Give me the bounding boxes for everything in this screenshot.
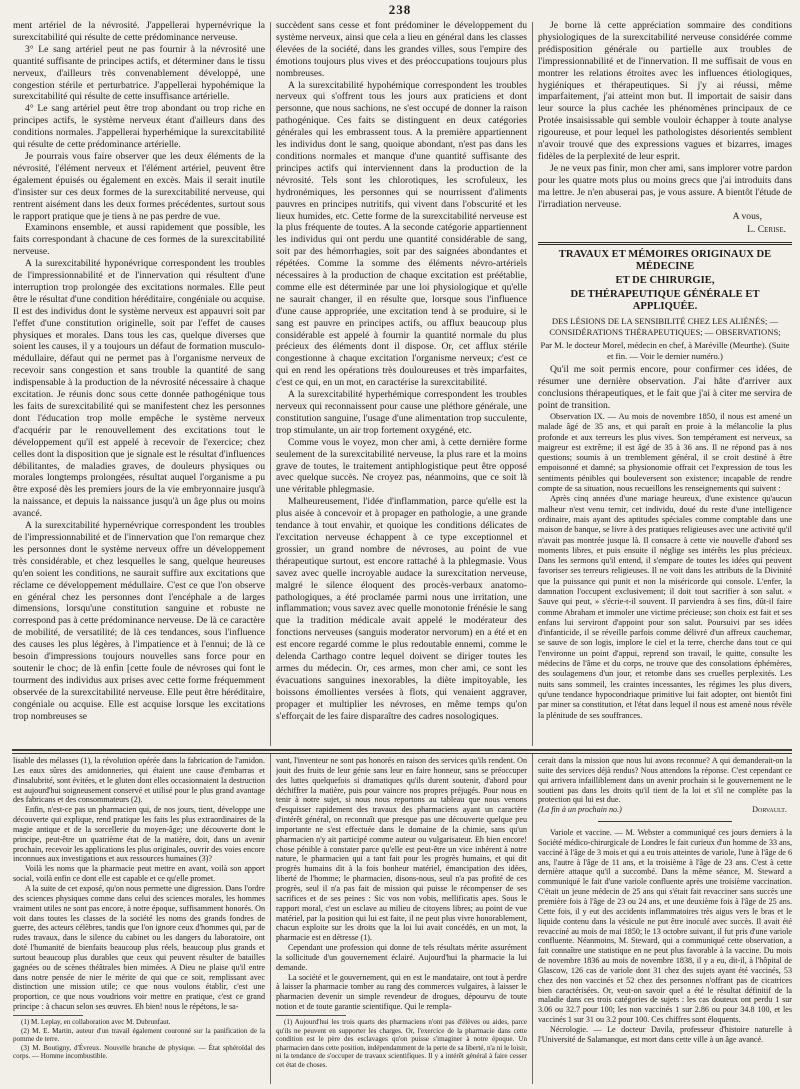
- byline: Par M. le docteur Morel, médecin en chef, à Maréville (Meurthe). (Suite et fin. — Voir le dernier numéro.): [540, 340, 790, 361]
- paragraph: A la surexcitabilité hypernévrique correspondent les troubles de l'impressionnabilité et de l'innervation que l'on remarque chez les personnes dont le système nerveux offre un développement très considérable, et chez lesquelles le sang, quelque heureuses qu'en soient les conditions, ne saurait suffire aux excitations que réclame ce développement médullaire. C'est ce que l'on observe en général chez les personnes dont l'encéphale a de larges dimensions, lorsqu'une constitution sanguine et robuste ne correspond pas à cette prédominance nerveuse. De là ce caractère de mobilité, de versatilité; de là ces tendances, sous l'influence des causes les plus légères, à l'impatience et à l'ennui; de là ce besoin d'impressions toujours nouvelles sans force pour en soutenir le choc; de là enfin [cette foule de névroses qui font le tourment des individus aux prises avec cette forme fréquemment observée de la surexcitabilité nerveuse. Elle peut être héréditaire, congéniale ou acquise. Elle est acquise lorsque les excitations trop nombreuses se: [13, 520, 265, 722]
- paragraph: Je ne veux pas finir, mon cher ami, sans implorer votre pardon pour les quatre mots plus ou moins grecs que j'ai introduits dans ma lettre. Je n'en abuserai pas, je vous assure. A bientôt l'étude de l'irradiation nerveuse.: [538, 162, 792, 210]
- footnotes: [276, 1018, 527, 1070]
- column-rule: [532, 754, 533, 1084]
- paragraph: A la surexcitabilité hypohémique correspondent les troubles nerveux qui s'offrent tous les jours aux praticiens et dont personne, que nous sachions, ne s'est occupé de donner la raison pathogénique. Ces faits se distinguent en deux catégories générales qui les embrassent tous. A la première appartiennent les individus dont le sang, quoique abondant, n'est pas dans les conditions normales et manque d'une quantité suffisante des principes actifs qui interviennent dans la production de la névrosité. Tels sont les chlorotiques, les scrofuleux, les hydronémiques, les personnes qui se nourrissent d'aliments pauvres en principes nutritifs, qui vivent dans l'obscurité et les lieux humides, etc. Cette forme de la surexcitabilité nerveuse est la plus fréquente de toutes. A la seconde catégorie appartiennent les individus qui ont perdu une quantité considérable de sang, soit par des hémorrhagies, soit par des saignées abondantes et répétées. Comme la somme des éléments névro-artériels nécessaires à la production de chaque excitation est préétablie, comme elle est déterminée par une loi physiologique et qu'elle ne saurait changer, il en résulte que, lorsque sous l'influence d'une cause appropriée, une excitation tend à se produire, si le sang est pauvre en principes actifs, ou afflux beaucoup plus considérable est appelé à fournir la quantité normale du plus précieux des éléments dont il dispose. Or, cet afflux stérile congestionne à chaque excitation l'organisme nerveux; c'est ce qui en rend les opérations très douloureuses et très imparfaites, c'est ce qui, en un mot, en caractérise la surexcitabilité.: [276, 79, 527, 389]
- paragraph: ment artériel de la névrosité. J'appellerai hypernévrique la surexcitabilité qui résulte de cette prédominance nerveuse.: [13, 20, 265, 43]
- paragraph: A la surexcitabilité hyponévrique correspondent les troubles de l'impressionnabilité et de l'innervation qui résultent d'une interruption trop prolongée des excitations normales. Elle peut être le résultat d'une condition héréditaire, congéniale ou acquise. Il est des individus dont le système nerveux est appauvri soit par l'effet d'une constitution originelle, soit par l'effet de causes physiques et morales. Dans tous les cas, quelque diverses que soient les causes, il y a toujours un défaut de formation musculo-médullaire, défaut qui ne permet pas à l'organisme nerveux de recevoir sans congestion et sans trouble la quantité de sang indispensable à la production de la névrosité nécessaire à chaque excitation. Je réunis donc sous cette donnée pathogénique tous les faits de surexcitabilité qui se manifestent chez les personnes dont l'éducation trop molle empêche le système nerveux d'acquérir par le renouvellement des excitations tout le développement qu'il est appelé à recevoir de l'exercice; chez celles dont la disposition que je signale est le résultat d'influences débilitantes, de maladies graves, de douleurs physiques ou morales longtemps prolongées, résultat auquel l'organisme a pu être exposé dès les premiers jours de la vie embryonnaire jusqu'à la naissance, et depuis la naissance jusqu'à un âge plus ou moins avancé.: [13, 258, 265, 520]
- section-title: TRAVAUX ET MÉMOIRES ORIGINAUX DE MÉDECINE: [558, 249, 772, 273]
- signature: L. Cerise.: [747, 224, 786, 236]
- footnote-rule: [276, 1015, 346, 1016]
- top-column-3: [538, 20, 792, 746]
- bottom-column-1: [13, 756, 265, 1086]
- horizontal-rule: [12, 753, 792, 754]
- paragraph: Qu'il me soit permis encore, pour confirmer ces idées, de résumer une dernière observation. J'ai hâte d'arriver aux conclusions thérapeutiques, et le fait que j'ai à citer me servira de point de transition.: [538, 364, 792, 412]
- author-signature: Dorvault.: [752, 805, 787, 815]
- paragraph: Nécrologie. — Le docteur Davila, professeur d'histoire naturelle à l'Université de Salamanque, est mort dans cette ville à un âge avancé.: [538, 1024, 792, 1044]
- salutation: A vous,: [732, 210, 762, 222]
- paragraph: Voilà les noms que la pharmacie peut mettre en avant, voilà son apport social, voilà enfin ce dont elle est capable et ce qu'elle promet.: [13, 864, 265, 884]
- paragraph: Malheureusement, l'idée d'inflammation, parce qu'elle est la plus aisée à concevoir et à propager en pathologie, a une grande tendance à tout envahir, et quoique les conditions délicates de l'excitation nerveuse échappent à ce type exceptionnel et grossier, un grand nombre de névroses, au point de vue thérapeutique surtout, est encore rattaché à la phlegmasie. Vous savez avec quelle incroyable audace la surexcitation nerveuse, malgré le silence éloquent des procès-verbaux anatomo-pathologiques, a été proclamée parmi nous une irritation, une inflammation; vous savez avec quelle monotonie frénésie le sang que la tradition médicale avait appelé le modérateur des fonctions nerveuses (sanguis moderator nervorum) en a été et en est encore regardé comme le plus redoutable ennemi, comme le delenda Carthago contre lequel doivent se diriger toutes les armes du médecin. Or, ces armes, mon cher ami, ce sont les évacuations sanguines inexorables, la diète impitoyable, les boissons émollientes versées à flots, qui venaient aggraver, propager et multiplier les névroses, en même temps qu'on s'efforçait de les faire disparaître des cadres nosologiques.: [276, 496, 527, 722]
- paragraph: A la suite de cet exposé, qu'on nous permette une digression. Dans l'ordre des sciences physiques comme dans celui des sciences morales, les hommes vraiment utiles ne sont pas encore, à notre époque, suffisamment honorés. On voit dans toutes les classes de la société les noms des grands fondres de guerre, des acteurs célèbres, tandis que l'on ignore ceux d'hommes qui, par de rudes travaux, dans le silence du cabinet ou les dangers du laboratoire, ont doté l'humanité de bienfaits beaucoup plus réels, beaucoup plus grands et surtout beaucoup plus durables que ceux qui peuvent résulter de batailles gagnées ou de scènes théâtrales bien mimées. A Dieu ne plaise qu'il entre dans notre pensée de nier le mérite de qui que ce soit, remplissant avec distinction une mission utile; ce que nous voulons établir, c'est une proportion, ce que nous voudrions voir mettre en pratique, c'est ce grand principe : à chacun selon ses œuvres. Eh bien! nous le répétons, le sa-: [13, 883, 265, 1012]
- paragraph: Observation IX. — Au mois de novembre 1850, il nous est amené un malade âgé de 35 ans, et qui paraît en proie à la mélancolie la plus profonde et aux terreurs les plus vives. Son tempérament est nerveux, sa maigreur est extrême; il est âgé de 35 à 36 ans. Il ne répond pas à nos questions; soumis à un tremblement général, il se croit destiné à être empoisonné et damné; sa physionomie offrait cet l'expression de tous les sentiments pénibles qui bouleversent son existence; incapable de rendre compte de sa situation, nous recueillons les renseignements qui suivent :: [538, 411, 792, 494]
- paragraph: Variole et vaccine. — M. Webster a communiqué ces jours derniers à la Société médico-chirurgicale de Londres le fait curieux d'un homme de 33 ans, vacciné à l'âge de 3 mois et qui a eu trois atteintes de variole, l'une à l'âge de 6 ans, l'autre à l'âge de 11 ans, et la troisième à l'âge de 23 ans. C'est à cette dernière attaque qu'il a succombé. Dans la même séance, M. Steward a communiqué le fait d'une variole confluente après une troisième vaccination. C'était un jeune médecin de 25 ans qui s'était fait revacciner sans succès une première fois à l'âge de 23 ou 24 ans, et une deuxième fois à l'âge de 25 ans. Cette fois, il y eut des accidents inflammatoires très aigus vers le bras et le liquide contenu dans la vésicule ne put être inoculé avec succès. Il avait été revacciné au mois de mai 1850; le 13 octobre suivant, il fut pris d'une variole confluente. Néanmoins, M. Steward, qui a communiqué cette observation, a fait connaître une statistique en ne peut plus favorable à la vaccine. Du mois de novembre 1836 au mois de novembre 1838, il y a eu, dit-il, à l'hôpital de Glascow, 126 cas de variole dont 31 chez des sujets ayant été vaccinés, 53 chez des non vaccinés et 52 chez des personnes n'offrant pas de cicatrices bien caractérisées. Or, veut-on savoir quel a été le résultat définitif de la maladie dans ces trois catégories de sujets : les cas douteux ont perdu 1 sur 3.06 ou 32.7 pour 100; les non vaccinés 1 sur 2.86 ou pour 34.8 100, et les vaccinés 1 sur 31 ou 3.2 pour 100. Ces chiffres sont éloquents.: [538, 828, 792, 1025]
- paragraph: 3° Le sang artériel peut ne pas fournir à la névrosité une quantité suffisante de principes actifs, et déterminer dans le tissu nerveux, d'ailleurs très convenablement développé, une congestion stérile et perturbatrice. J'appellerai hypohémique la surexcitabilité qui résulte de cette insuffisance artérielle.: [13, 43, 265, 103]
- paragraph: succèdent sans cesse et font prédominer le développement du système nerveux, ainsi que cela a lieu en général dans les classes élevées de la société, dans les grandes villes, sous l'empire des émotions toujours plus vives et des préoccupations toujours plus nombreuses.: [276, 20, 527, 79]
- paragraph: vant, l'inventeur ne sont pas honorés en raison des services qu'ils rendent. On jouit des fruits de leur génie sans leur en faire honneur, sans se préoccuper des luttes quelquefois si dramatiques qu'ils durent soutenir, d'abord pour déchiffrer la matière, puis pour vaincre nos propres préjugés. Pour nous en tenir à notre sujet, si nous nous reportons au tableau que nous venons d'esquisser rapidement des travaux des pharmaciens ayant un caractère d'intérêt général, on reconnaît que presque pas une découverte quelque peu importante ne s'est effectuée dans le domaine de la chimie, sans qu'un pharmacien n'y ait participé comme auteur ou vulgarisateur. Eh bien encore! chose pénible à constater parce qu'elle est peut-être un vice inhérent à notre nature, le pharmacien qui a tant fait pour les progrès humains, et qui dit progrès humains dit à la fois bonheur matériel, émancipation des idées, liberté de l'homme; le pharmacien, disons-nous, seul n'a pas profité de ces progrès, seul il n'a pas fait de mission qui puisse le récompenser de ses sacrifices et de ses peines : Sic vos non vobis, mellificatis apes. Sous le rapport moral, c'est un esclave au milieu de citoyens libres; au point de vue matériel, par la position qui lui est faite, il ne peut plus vivre honorablement, chacun exploite sur les droits que la loi lui avait concédés, en un mot, la pharmacie est en détresse (1).: [276, 756, 527, 943]
- horizontal-rule: [12, 749, 792, 751]
- column-rule: [270, 22, 271, 746]
- footnote: (1) M. Leplay, en collaboration avec M. Dubrunfaut.: [21, 1017, 171, 1026]
- paragraph: Je pourrais vous faire observer que les deux éléments de la névrosité, l'élément nerveux et l'élément artériel, peuvent être également épuisés ou également en excès. Mais il serait inutile d'insister sur ces deux formes de la surexcitabilité nerveuse, qui rentrent aisément dans les deux formes précédentes, surtout sous le rapport pratique que je tiens à ne pas perdre de vue.: [13, 150, 265, 222]
- paragraph: Cependant une profession qui donne de tels résultats mérite assurément la sollicitude d'un gouvernement éclairé. Aujourd'hui la pharmacie la lui demande.: [276, 943, 527, 972]
- paragraph: Je borne là cette appréciation sommaire des conditions physiologiques de la surexcitabilité nerveuse considérée comme prédisposition générale ou partielle aux troubles de l'impressionnabilité et de l'innervation. Il me suffisait de vous en montrer les relations étroites avec les influences étiologiques, hygiéniques et thérapeutiques. Si j'y ai réussi, même imparfaitement, j'ai atteint mon but. Il importait de saisir dans leur source la plus cachée les phénomènes principaux de ce Protée insaisissable qui semble vouloir échapper à toute analyse rigoureuse, et pour lequel les pathologistes désorientés semblent n'avoir trouvé que des expressions vagues et bizarres, images fidèles de la perplexité de leur esprit.: [538, 20, 792, 162]
- section-divider: [538, 242, 792, 245]
- paragraph: A la surexcitabilité hyperhémique correspondent les troubles nerveux qui reconnaissent pour cause une pléthore générale, une constitution sanguine, l'usage d'une alimentation trop succulente, trop stimulante, un air trop fortement oxygéné, etc.: [276, 389, 527, 436]
- top-column-2: [276, 20, 527, 746]
- paragraph: 4° Le sang artériel peut être trop abondant ou trop riche en principes actifs, le système nerveux étant d'ailleurs dans des conditions normales. J'appellerai hyperhémique la surexcitabilité qui résulte de cette prédominance artérielle.: [13, 103, 265, 151]
- footnote-rule: [13, 1015, 83, 1016]
- separator-ornament: [538, 818, 792, 825]
- column-rule: [270, 754, 271, 1084]
- paragraph: Comme vous le voyez, mon cher ami, à cette dernière forme seulement de la surexcitabilité nerveuse, la plus rare et la moins grave de toutes, le traitement antiphlogistique peut être opposé avec quelque succès. Ne croyez pas, néanmoins, que ce soit là une véritable phlegmasie.: [276, 436, 527, 496]
- section-title: ET DE CHIRURGIE,: [615, 275, 715, 287]
- footnotes: [13, 1018, 265, 1061]
- page-number: 238: [388, 2, 412, 17]
- top-column-1: [13, 20, 265, 746]
- paragraph: lisable des mélasses (1), la révolution opérée dans la fabrication de l'amidon. Les eaux sûres des amidonneries, qui étaient une cause d'embarras et d'insalubrité, sont évitées, et le gluten dont elles occasionnaient la destruction est aujourd'hui soigneusement conservé et utilisé pour le plus grand avantage des fabricans et des consommateurs (2).: [13, 756, 265, 805]
- paragraph: Enfin, n'est-ce pas un pharmacien qui, de nos jours, tient, développe une découverte qui explique, rend pratique les faits les plus extraordinaires de la magie antique et de la sorcellerie du moyen-âge; une découverte dont le principe, peut-être un quatrième état de la matière, doit, dans un avenir prochain, recevoir les applications les plus originales, ouvrir des voies encore inconnues aux investigations et aux ressources humaines (3)?: [13, 805, 265, 864]
- paragraph: Examinons ensemble, et aussi rapidement que possible, les faits correspondant à chacune de ces formes de la surexcitabilité nerveuse.: [13, 222, 265, 258]
- section-title: DE THÉRAPEUTIQUE GÉNÉRALE ET APPLIQUÉE.: [570, 289, 760, 313]
- paragraph: Après cinq années d'une mariage heureux, d'une existence qu'aucun malheur n'est venu ternir, cet individu, doué du reste d'une intelligence ordinaire, mais ayant des aptitudes spéciales comme comptable dans une maison de banque, se livre à des pratiques religieuses avec une activité qu'il n'avait pas montrée jusque là. Il consacre à cette vie nouvelle d'abord ses moments libres, et puis ensuite il néglige ses intérêts les plus précieux. Dans les sermons qu'il entend, il s'empare de toutes les idées qui peuvent favoriser ses terreurs religieuses. Il ne voit dans les attributs de la Divinité que la puissance qui punit et non la miséricorde qui console. L'enfer, la damnation l'occupent exclusivement; il doit tout sacrifier à son salut. « Sauve qui peut, » s'écrie-t-il souvent. Il parviendra à ses fins, dût-il faire comme Abraham et immoler une victime précieuse; son choix est fait et ses enfans lui serviront d'appoint pour son salut. Poursuivi par ses idées d'infanticide, il se réveille parfois comme délivré d'un affreux cauchemar, se sauve de son logis, implore le ciel et la terre, cherche dans tout ce qui l'environne un point d'appui, reprend son travail, le quitte, consulte les médecins de l'âme et du corps, ne trouve que des consolations éphémères, des soulagemens d'un jour, et retombe dans ses cruelles perplexités. Les nuits sans sommeil, les craintes incessantes, les régimes les plus divers, qu'une tendance hypocondriaque primitive lui fait adopter, ont bientôt fini par miner sa constitution, et l'état dans lequel il nous est amené nous révèle la plénitude de ses souffrances.: [538, 494, 792, 720]
- continuation-note: (La fin à un prochain no.): [538, 805, 622, 815]
- paragraph: cerait dans la mission que nous lui avons reconnue? A qui demanderait-on la suite des services déjà rendus? Nous attendons la réponse. C'est cependant ce qui arrivera infailliblement dans un avenir prochain si le gouvernement ne le soutient pas dans les droits qu'il tient de la loi et s'il ne complète pas la protection qui lui est due.: [538, 756, 792, 805]
- article-title: DES LÉSIONS DE LA SENSIBILITÉ CHEZ LES ALIÉNÉS; — CONSIDÉRATIONS THÉRAPEUTIQUES; — OBSERVATIONS;: [549, 316, 781, 337]
- paragraph: La société et le gouvernement, qui en est le mandataire, ont tout à perdre à laisser la pharmacie tomber au rang des commerces vulgaires, à laisser le pharmacien devenir un simple revendeur de drogues, dépourvu de toute notion et de toute garantie scientifique. Qui le rempla-: [276, 972, 527, 1012]
- bottom-column-2: [276, 756, 527, 1086]
- column-rule: [532, 22, 533, 746]
- footnote: (2) M. E. Martin, auteur d'un travail également couronné sur la panification de la pomme de terre.: [13, 1026, 265, 1044]
- bottom-column-3: [538, 756, 792, 1086]
- footnote: (1) Aujourd'hui les trois quarts des pharmaciens n'ont pas d'élèves ou aides, parce qu'ils ne peuvent en supporter les charges. Or, l'exercice de la pharmacie dans cette condition est le père des esclavages qu'on puisse s'imaginer à notre époque. Un pharmacien dans cette position, indépendamment de la perte de sa liberté, n'a ni le loisir, ni la tendance de s'occuper de travaux scientifiques. Il y a intérêt général à faire cesser cet état de choses.: [276, 1017, 527, 1069]
- footnote: (3) M. Boutigny, d'Évreux. Nouvelle branche de physique. — État sphéroïdal des corps. — Homme incombustible.: [13, 1043, 265, 1061]
